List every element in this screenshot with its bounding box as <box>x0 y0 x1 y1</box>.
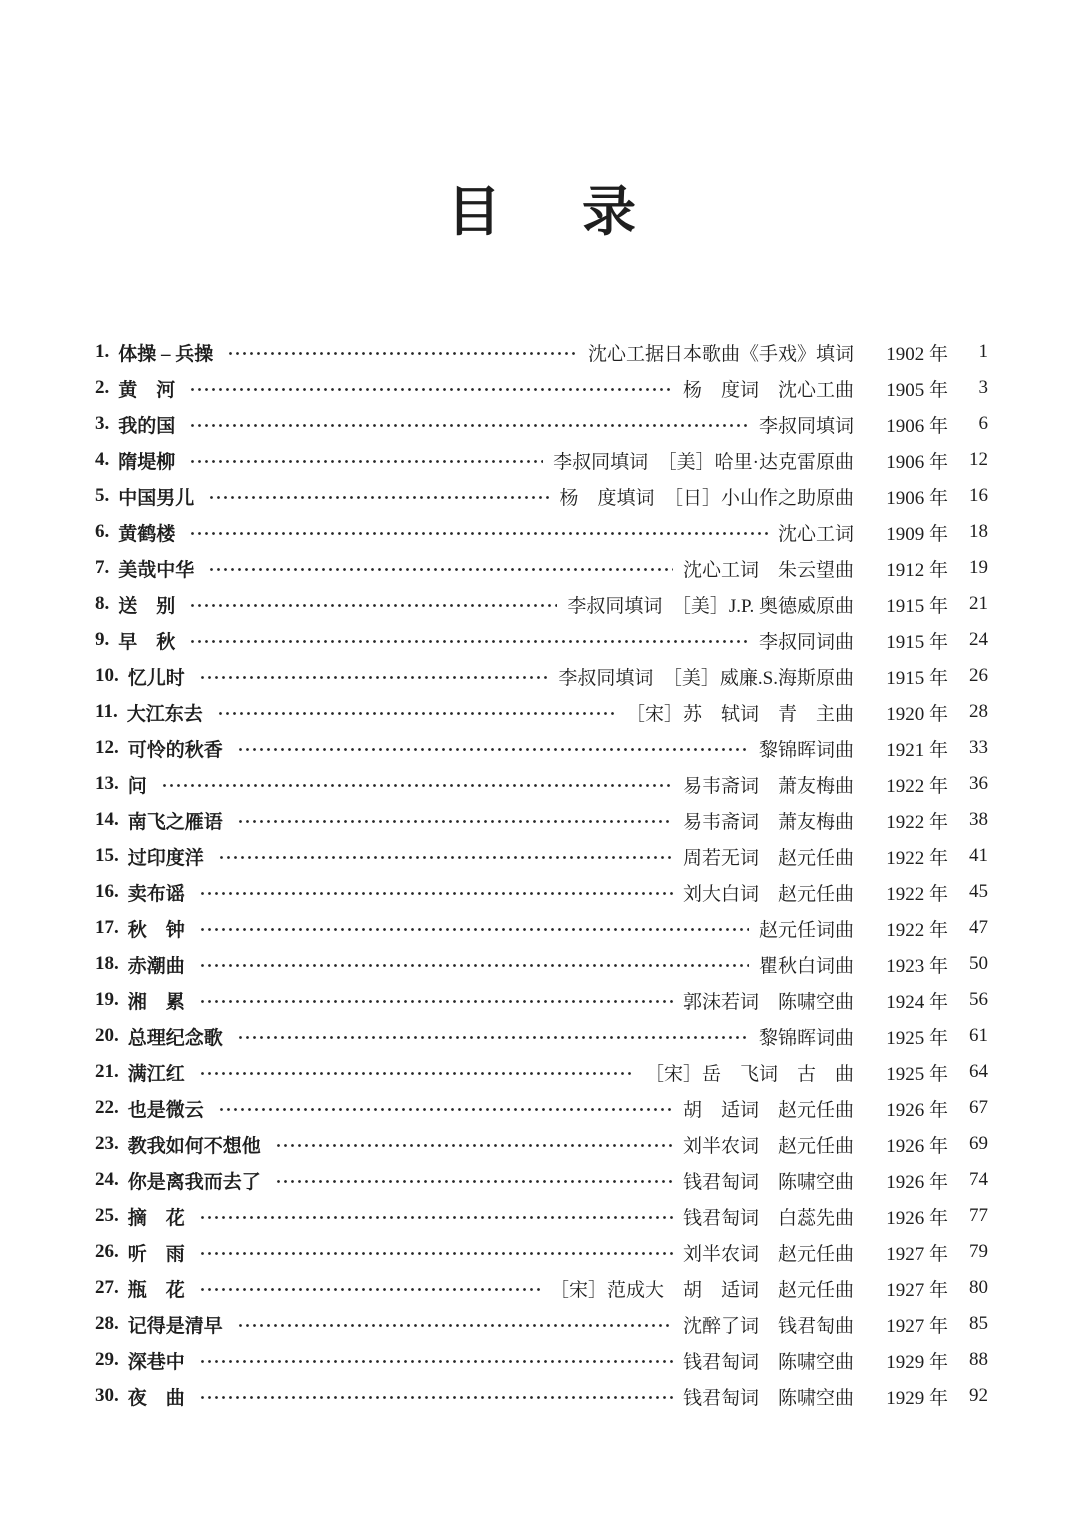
entry-authors: 李叔同填词 ［美］威廉.S.海斯原曲 <box>558 667 854 689</box>
entry-page: 38 <box>969 809 988 830</box>
entry-number: 12. <box>95 737 119 758</box>
entry-year: 1915 年 <box>886 595 948 617</box>
entry-page: 33 <box>969 737 988 758</box>
entry-title: 黄 河 <box>118 379 176 401</box>
toc-entry-row <box>95 874 988 910</box>
entry-page: 80 <box>969 1277 988 1298</box>
entry-year: 1920 年 <box>886 703 948 725</box>
entry-number: 16. <box>95 881 119 902</box>
dot-leader <box>199 891 673 896</box>
entry-page: 12 <box>969 449 988 470</box>
entry-year: 1929 年 <box>886 1351 948 1373</box>
entry-number: 2. <box>95 377 110 398</box>
entry-page: 19 <box>969 557 988 578</box>
entry-title: 满江红 <box>127 1063 185 1085</box>
entry-authors: 沈心工词 朱云望曲 <box>682 559 854 581</box>
entry-number: 7. <box>95 557 110 578</box>
entry-authors: 瞿秋白词曲 <box>758 955 854 977</box>
entry-title: 瓶 花 <box>127 1279 185 1301</box>
entry-page: 61 <box>969 1025 988 1046</box>
entry-year: 1927 年 <box>886 1243 948 1265</box>
entry-number: 13. <box>95 773 119 794</box>
entry-number: 27. <box>95 1277 119 1298</box>
toc-entry-row <box>95 946 988 982</box>
entry-authors: 李叔同填词 ［美］J.P. 奥德威原曲 <box>567 595 854 617</box>
entry-page: 79 <box>969 1241 988 1262</box>
entry-page: 41 <box>969 845 988 866</box>
entry-authors: 沈醉了词 钱君匋曲 <box>682 1315 854 1337</box>
entry-authors: ［宋］范成大 胡 适词 赵元任曲 <box>549 1279 854 1301</box>
entry-title: 我的国 <box>118 415 176 437</box>
entry-page: 6 <box>978 413 988 434</box>
entry-number: 10. <box>95 665 119 686</box>
entry-year: 1922 年 <box>886 847 948 869</box>
dot-leader <box>199 963 749 968</box>
dot-leader <box>218 1107 673 1112</box>
entry-year: 1926 年 <box>886 1171 948 1193</box>
dot-leader <box>199 675 549 680</box>
toc-entry-row <box>95 658 988 694</box>
entry-year: 1929 年 <box>886 1387 948 1409</box>
entry-page: 45 <box>969 881 988 902</box>
entry-number: 28. <box>95 1313 119 1334</box>
entry-authors: 周若无词 赵元任曲 <box>682 847 854 869</box>
toc-entry-row <box>95 1306 988 1342</box>
toc-entry-row <box>95 1234 988 1270</box>
toc-entry-row <box>95 1054 988 1090</box>
entry-page: 74 <box>969 1169 988 1190</box>
entry-year: 1906 年 <box>886 451 948 473</box>
dot-leader <box>217 711 616 716</box>
entry-authors: 钱君匋词 白蕊先曲 <box>682 1207 854 1229</box>
entry-authors: 李叔同词曲 <box>758 631 854 653</box>
entry-number: 21. <box>95 1061 119 1082</box>
entry-number: 18. <box>95 953 119 974</box>
entry-title: 卖布谣 <box>127 883 185 905</box>
entry-number: 1. <box>95 341 110 362</box>
toc-entry-row <box>95 1126 988 1162</box>
entry-authors: 易韦斋词 萧友梅曲 <box>682 775 854 797</box>
entry-year: 1924 年 <box>886 991 948 1013</box>
entry-title: 南飞之雁语 <box>127 811 223 833</box>
entry-year: 1909 年 <box>886 523 948 545</box>
entry-authors: 杨 度填词 ［日］小山作之助原曲 <box>559 487 854 509</box>
dot-leader <box>275 1179 673 1184</box>
entry-year: 1926 年 <box>886 1099 948 1121</box>
toc-entry-row <box>95 442 988 478</box>
entry-number: 26. <box>95 1241 119 1262</box>
entry-page: 28 <box>969 701 988 722</box>
entry-year: 1906 年 <box>886 487 948 509</box>
entry-number: 25. <box>95 1205 119 1226</box>
entry-number: 30. <box>95 1385 119 1406</box>
entry-title: 可怜的秋香 <box>127 739 223 761</box>
entry-page: 18 <box>969 521 988 542</box>
page-title: 目 录 <box>447 182 636 242</box>
entry-page: 85 <box>969 1313 988 1334</box>
entry-year: 1926 年 <box>886 1135 948 1157</box>
entry-authors: 赵元任词曲 <box>758 919 854 941</box>
entry-page: 47 <box>969 917 988 938</box>
toc-entry-row <box>95 1378 988 1414</box>
dot-leader <box>199 927 749 932</box>
entry-authors: 易韦斋词 萧友梅曲 <box>682 811 854 833</box>
dot-leader <box>199 1287 540 1292</box>
toc-entry-row <box>95 1018 988 1054</box>
entry-year: 1922 年 <box>886 919 948 941</box>
toc-entry-row <box>95 514 988 550</box>
dot-leader <box>199 1395 673 1400</box>
toc-entry-row <box>95 586 988 622</box>
entry-year: 1926 年 <box>886 1207 948 1229</box>
toc-entry-row <box>95 982 988 1018</box>
toc-entry-row <box>95 1162 988 1198</box>
dot-leader <box>199 999 673 1004</box>
entry-year: 1915 年 <box>886 631 948 653</box>
entry-page: 56 <box>969 989 988 1010</box>
entry-title: 你是离我而去了 <box>127 1171 261 1193</box>
entry-number: 3. <box>95 413 110 434</box>
toc-entry-row <box>95 1342 988 1378</box>
dot-leader <box>208 567 673 572</box>
entry-page: 92 <box>969 1385 988 1406</box>
entry-title: 忆儿时 <box>127 667 185 689</box>
entry-year: 1922 年 <box>886 883 948 905</box>
toc-entry-row <box>95 478 988 514</box>
entry-number: 14. <box>95 809 119 830</box>
dot-leader <box>161 783 673 788</box>
entry-authors: 刘大白词 赵元任曲 <box>682 883 854 905</box>
toc-entry-row <box>95 730 988 766</box>
dot-leader <box>189 639 749 644</box>
entry-authors: 黎锦晖词曲 <box>758 1027 854 1049</box>
toc-entry-row <box>95 694 988 730</box>
entry-year: 1925 年 <box>886 1063 948 1085</box>
entry-number: 4. <box>95 449 110 470</box>
entry-page: 1 <box>978 341 988 362</box>
entry-page: 24 <box>969 629 988 650</box>
entry-number: 24. <box>95 1169 119 1190</box>
entry-year: 1927 年 <box>886 1315 948 1337</box>
dot-leader <box>199 1251 673 1256</box>
entry-authors: 黎锦晖词曲 <box>758 739 854 761</box>
entry-page: 50 <box>969 953 988 974</box>
entry-page: 21 <box>969 593 988 614</box>
entry-number: 6. <box>95 521 110 542</box>
entry-authors: 钱君匋词 陈啸空曲 <box>682 1171 854 1193</box>
entry-number: 15. <box>95 845 119 866</box>
entry-year: 1923 年 <box>886 955 948 977</box>
entry-title: 总理纪念歌 <box>127 1027 223 1049</box>
entry-authors: 郭沫若词 陈啸空曲 <box>682 991 854 1013</box>
entry-title: 记得是清早 <box>127 1315 223 1337</box>
dot-leader <box>275 1143 673 1148</box>
toc-entry-row <box>95 370 988 406</box>
entry-page: 16 <box>969 485 988 506</box>
entry-number: 8. <box>95 593 110 614</box>
toc-entry-row <box>95 802 988 838</box>
toc-entry-row <box>95 550 988 586</box>
entry-authors: 钱君匋词 陈啸空曲 <box>682 1387 854 1409</box>
toc-entry-row <box>95 766 988 802</box>
entry-page: 67 <box>969 1097 988 1118</box>
entry-year: 1922 年 <box>886 811 948 833</box>
entry-title: 美哉中华 <box>118 559 195 581</box>
dot-leader <box>237 819 673 824</box>
entry-authors: 钱君匋词 陈啸空曲 <box>682 1351 854 1373</box>
entry-page: 64 <box>969 1061 988 1082</box>
toc-entry-row <box>95 1198 988 1234</box>
entry-authors: 李叔同填词 <box>758 415 854 437</box>
entry-number: 9. <box>95 629 110 650</box>
entry-page: 26 <box>969 665 988 686</box>
entry-authors: 沈心工据日本歌曲《手戏》填词 <box>587 343 854 365</box>
dot-leader <box>189 531 768 536</box>
entry-number: 19. <box>95 989 119 1010</box>
toc-entry-row <box>95 910 988 946</box>
entry-title: 夜 曲 <box>127 1387 185 1409</box>
entry-authors: 杨 度词 沈心工曲 <box>682 379 854 401</box>
dot-leader <box>237 747 749 752</box>
entry-year: 1921 年 <box>886 739 948 761</box>
entry-year: 1925 年 <box>886 1027 948 1049</box>
entry-year: 1915 年 <box>886 667 948 689</box>
entry-title: 湘 累 <box>127 991 185 1013</box>
toc-entry-row <box>95 334 988 370</box>
dot-leader <box>237 1035 749 1040</box>
entry-title: 摘 花 <box>127 1207 185 1229</box>
toc-entry-row <box>95 1270 988 1306</box>
toc-entry-row <box>95 622 988 658</box>
toc-entry-row <box>95 838 988 874</box>
entry-title: 过印度洋 <box>127 847 204 869</box>
entry-authors: 沈心工词 <box>777 523 854 545</box>
dot-leader <box>189 603 557 608</box>
entry-number: 17. <box>95 917 119 938</box>
entry-authors: 胡 适词 赵元任曲 <box>682 1099 854 1121</box>
entry-year: 1902 年 <box>886 343 948 365</box>
entry-title: 秋 钟 <box>127 919 185 941</box>
entry-page: 36 <box>969 773 988 794</box>
dot-leader <box>227 351 578 356</box>
toc-entry-row <box>95 406 988 442</box>
entry-year: 1922 年 <box>886 775 948 797</box>
dot-leader <box>208 495 549 500</box>
entry-year: 1906 年 <box>886 415 948 437</box>
entry-year: 1905 年 <box>886 379 948 401</box>
entry-page: 88 <box>969 1349 988 1370</box>
entry-title: 听 雨 <box>127 1243 185 1265</box>
dot-leader <box>189 423 749 428</box>
entry-title: 早 秋 <box>118 631 176 653</box>
entry-year: 1927 年 <box>886 1279 948 1301</box>
entry-title: 中国男儿 <box>118 487 195 509</box>
entry-number: 20. <box>95 1025 119 1046</box>
entry-number: 22. <box>95 1097 119 1118</box>
entry-page: 77 <box>969 1205 988 1226</box>
entry-authors: 刘半农词 赵元任曲 <box>682 1135 854 1157</box>
entry-title: 送 别 <box>118 595 176 617</box>
entry-authors: 刘半农词 赵元任曲 <box>682 1243 854 1265</box>
entry-authors: ［宋］苏 轼词 青 主曲 <box>625 703 854 725</box>
dot-leader <box>218 855 673 860</box>
entry-title: 体操 – 兵操 <box>118 343 214 365</box>
dot-leader <box>199 1071 635 1076</box>
dot-leader <box>189 459 543 464</box>
entry-number: 23. <box>95 1133 119 1154</box>
entry-title: 隋堤柳 <box>118 451 176 473</box>
entry-title: 黄鹤楼 <box>118 523 176 545</box>
entry-year: 1912 年 <box>886 559 948 581</box>
entry-number: 29. <box>95 1349 119 1370</box>
entry-title: 也是微云 <box>127 1099 204 1121</box>
dot-leader <box>237 1323 673 1328</box>
dot-leader <box>199 1215 673 1220</box>
entry-number: 11. <box>95 701 118 722</box>
toc-list <box>95 334 988 1414</box>
entry-title: 深巷中 <box>127 1351 185 1373</box>
entry-title: 教我如何不想他 <box>127 1135 261 1157</box>
entry-page: 3 <box>978 377 988 398</box>
entry-title: 大江东去 <box>126 703 203 725</box>
dot-leader <box>199 1359 673 1364</box>
entry-title: 赤潮曲 <box>127 955 185 977</box>
entry-page: 69 <box>969 1133 988 1154</box>
entry-authors: ［宋］岳 飞词 古 曲 <box>644 1063 854 1085</box>
entry-authors: 李叔同填词 ［美］哈里·达克雷原曲 <box>553 451 854 473</box>
toc-entry-row <box>95 1090 988 1126</box>
entry-number: 5. <box>95 485 110 506</box>
entry-title: 问 <box>127 775 147 797</box>
dot-leader <box>189 387 673 392</box>
